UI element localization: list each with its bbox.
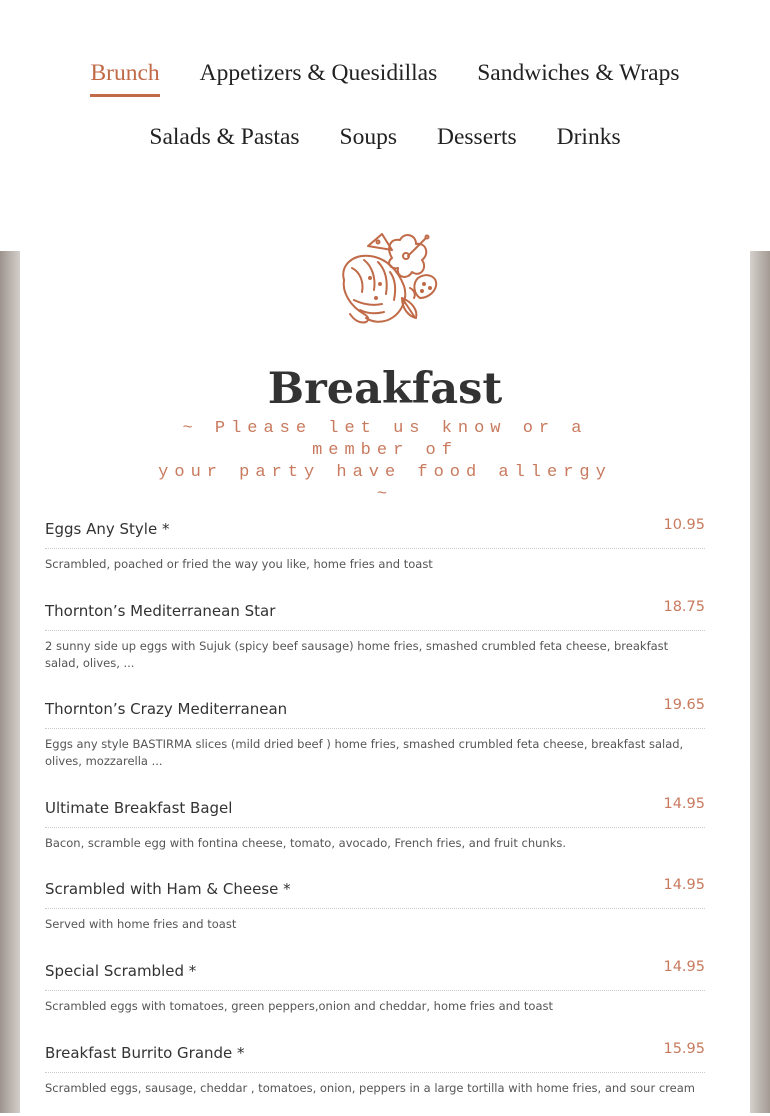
menu-item-header <box>45 690 705 729</box>
menu-item-name: Scrambled with Ham & Cheese * <box>45 880 291 898</box>
menu-item <box>45 952 705 1034</box>
menu-item-name: Eggs Any Style * <box>45 520 170 538</box>
menu-item-description: 2 sunny side up eggs with Sujuk (spicy beef sausage) home fries, smashed crumbled feta cheese, breakfast salad, olives, ... <box>45 639 669 670</box>
nav-tab-desserts[interactable]: Desserts <box>437 124 517 150</box>
menu-category-nav <box>0 0 770 200</box>
menu-item-price: 14.95 <box>663 796 705 812</box>
allergy-note-line-1: ~ Please let us know or a member of <box>182 419 588 460</box>
menu-item-header <box>45 952 705 991</box>
section-title: Breakfast <box>267 364 503 414</box>
croissant-fruit-sketch-icon <box>330 228 442 326</box>
menu-item-price: 18.75 <box>663 599 705 615</box>
menu-item-header <box>45 870 705 909</box>
menu-item <box>45 870 705 952</box>
menu-item-price: 14.95 <box>663 959 705 975</box>
menu-item-description: Bacon, scramble egg with fontina cheese, tomato, avocado, French fries, and fruit chunks. <box>45 836 567 850</box>
menu-item-header <box>45 789 705 828</box>
menu-item-price: 10.95 <box>663 517 705 533</box>
menu-item-name: Special Scrambled * <box>45 962 197 980</box>
nav-tab-salads[interactable]: Salads & Pastas <box>149 124 300 150</box>
menu-item-name: Thornton’s Crazy Mediterranean <box>45 700 288 718</box>
allergy-note-line-2: your party have food allergy ~ <box>158 463 612 504</box>
menu-item-price: 19.65 <box>663 697 705 713</box>
menu-item-price: 14.95 <box>663 877 705 893</box>
menu-item-description: Served with home fries and toast <box>45 917 237 931</box>
nav-tab-appetizers[interactable]: Appetizers & Quesidillas <box>199 60 438 86</box>
menu-item-description: Scrambled eggs with tomatoes, green peppers,onion and cheddar, home fries and toast <box>45 999 554 1013</box>
menu-item-description: Eggs any style BASTIRMA slices (mild dried beef ) home fries, smashed crumbled feta cheese, breakfast salad, olives, mozzarella ... <box>45 737 684 768</box>
menu-item-name: Ultimate Breakfast Bagel <box>45 799 233 817</box>
menu-item <box>45 592 705 690</box>
menu-item-header <box>45 510 705 549</box>
menu-items-list <box>45 510 705 1116</box>
nav-tab-brunch[interactable]: Brunch <box>90 58 159 97</box>
nav-row-1 <box>0 58 770 97</box>
menu-item-name: Breakfast Burrito Grande * <box>45 1044 245 1062</box>
menu-item-description: Scrambled, poached or fried the way you like, home fries and toast <box>45 557 433 571</box>
menu-item <box>45 510 705 592</box>
nav-tab-sandwiches[interactable]: Sandwiches & Wraps <box>477 60 680 86</box>
menu-item <box>45 1034 705 1116</box>
nav-row-2 <box>0 122 770 161</box>
menu-item-price: 15.95 <box>663 1041 705 1057</box>
menu-item-header <box>45 592 705 631</box>
menu-item-description: Scrambled eggs, sausage, cheddar , tomatoes, onion, peppers in a large tortilla with home fries, and sour cream <box>45 1081 695 1095</box>
menu-item <box>45 789 705 870</box>
nav-tab-soups[interactable]: Soups <box>339 124 397 150</box>
menu-item <box>45 690 705 789</box>
nav-tab-drinks[interactable]: Drinks <box>556 124 621 150</box>
menu-item-header <box>45 1034 705 1073</box>
menu-item-name: Thornton’s Mediterranean Star <box>45 602 276 620</box>
allergy-note <box>150 418 620 506</box>
